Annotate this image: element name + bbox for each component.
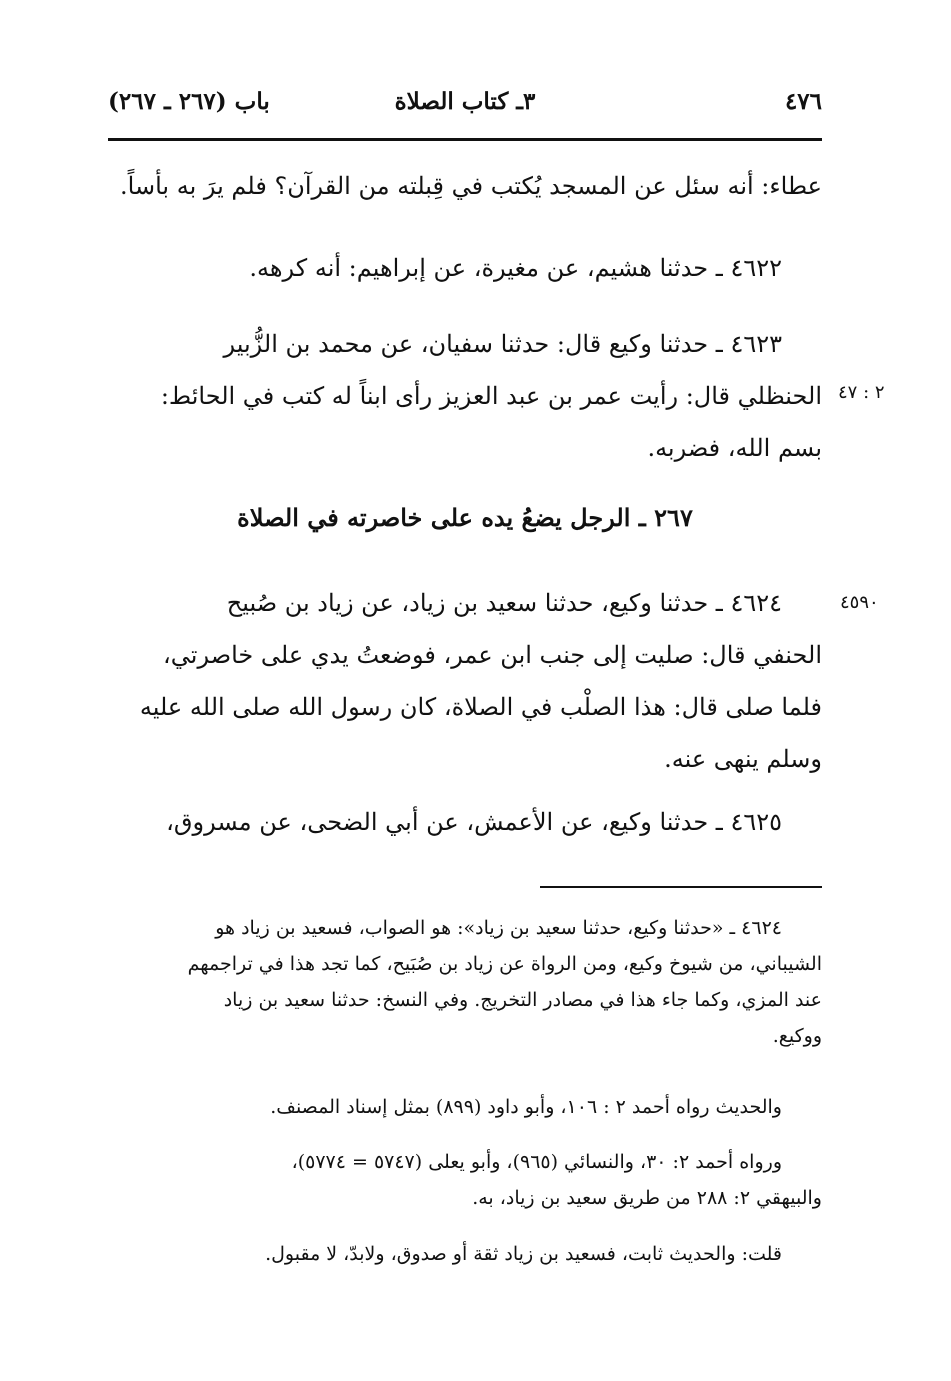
hadith-4623	[108, 318, 822, 474]
chapter-heading: ٢٦٧ ـ الرجل يضعُ يده على خاصرته في الصلاة	[237, 503, 693, 532]
hadith-4624	[108, 577, 822, 785]
text-line: فلما صلى قال: هذا الصلْب في الصلاة، كان رسول الله صلى الله عليه	[139, 693, 822, 721]
margin-reference: ٤٥٩٠	[840, 592, 879, 613]
footnote-line: الشيباني، من شيوخ وكيع، ومن الرواة عن زياد بن صُبَيح، كما تجد هذا في تراجمهم	[187, 953, 822, 975]
footnote-4	[108, 1236, 822, 1272]
hadith-4625	[108, 796, 822, 848]
footnote-line: والبيهقي ٢: ٢٨٨ من طريق سعيد بن زياد، به.	[472, 1187, 822, 1209]
footnote-line: ورواه أحمد ٢: ٣٠، والنسائي (٩٦٥)، وأبو يعلى (٥٧٤٧ = ٥٧٧٤)،	[291, 1151, 782, 1173]
text-line: ٤٦٢٢ ـ حدثنا هشيم، عن مغيرة، عن إبراهيم: أنه كرهه.	[249, 254, 782, 282]
footnote-2	[108, 1089, 822, 1125]
text-line: الحنفي قال: صليت إلى جنب ابن عمر، فوضعتُ يدي على خاصرتي،	[163, 641, 822, 669]
text-line: ٤٦٢٣ ـ حدثنا وكيع قال: حدثنا سفيان، عن محمد بن الزُّبير	[223, 330, 782, 358]
text-line: ٤٦٢٤ ـ حدثنا وكيع، حدثنا سعيد بن زياد، عن زياد بن صُبيح	[226, 589, 782, 617]
hadith-4622	[108, 242, 822, 294]
book-title: ٣ـ كتاب الصلاة	[394, 88, 536, 115]
paragraph-continuation	[108, 160, 822, 212]
text-line: عطاء: أنه سئل عن المسجد يُكتب في قِبلته من القرآن؟ فلم يرَ به بأساً.	[120, 172, 822, 200]
chapter-range: باب (٢٦٧ ـ ٢٦٧)	[108, 88, 270, 115]
footnote-line: والحديث رواه أحمد ٢ : ١٠٦، وأبو داود (٨٩٩) بمثل إسناد المصنف.	[270, 1096, 782, 1118]
page-number: ٤٧٦	[784, 88, 822, 115]
footnote-line: ٤٦٢٤ ـ «حدثنا وكيع، حدثنا سعيد بن زياد»: هو الصواب، فسعيد بن زياد هو	[215, 917, 782, 939]
running-header	[108, 88, 822, 124]
footnote-line: عند المزي، وكما جاء هذا في مصادر التخريج. وفي النسخ: حدثنا سعيد بن زياد	[223, 989, 822, 1011]
text-line: وسلم ينهى عنه.	[664, 745, 822, 773]
footnote-3	[108, 1144, 822, 1216]
footnote-1	[108, 910, 822, 1054]
text-line: الحنظلي قال: رأيت عمر بن عبد العزيز رأى ابناً له كتب في الحائط:	[160, 382, 822, 410]
footnote-line: ووكيع.	[772, 1025, 822, 1047]
margin-reference: ٢ : ٤٧	[838, 382, 885, 403]
footnote-line: قلت: والحديث ثابت، فسعيد بن زياد ثقة أو صدوق، ولابدّ، لا مقبول.	[265, 1243, 782, 1265]
footnote-rule	[540, 886, 822, 888]
text-line: ٤٦٢٥ ـ حدثنا وكيع، عن الأعمش، عن أبي الضحى، عن مسروق،	[166, 808, 782, 836]
header-rule	[108, 138, 822, 141]
text-line: بسم الله، فضربه.	[647, 434, 822, 462]
